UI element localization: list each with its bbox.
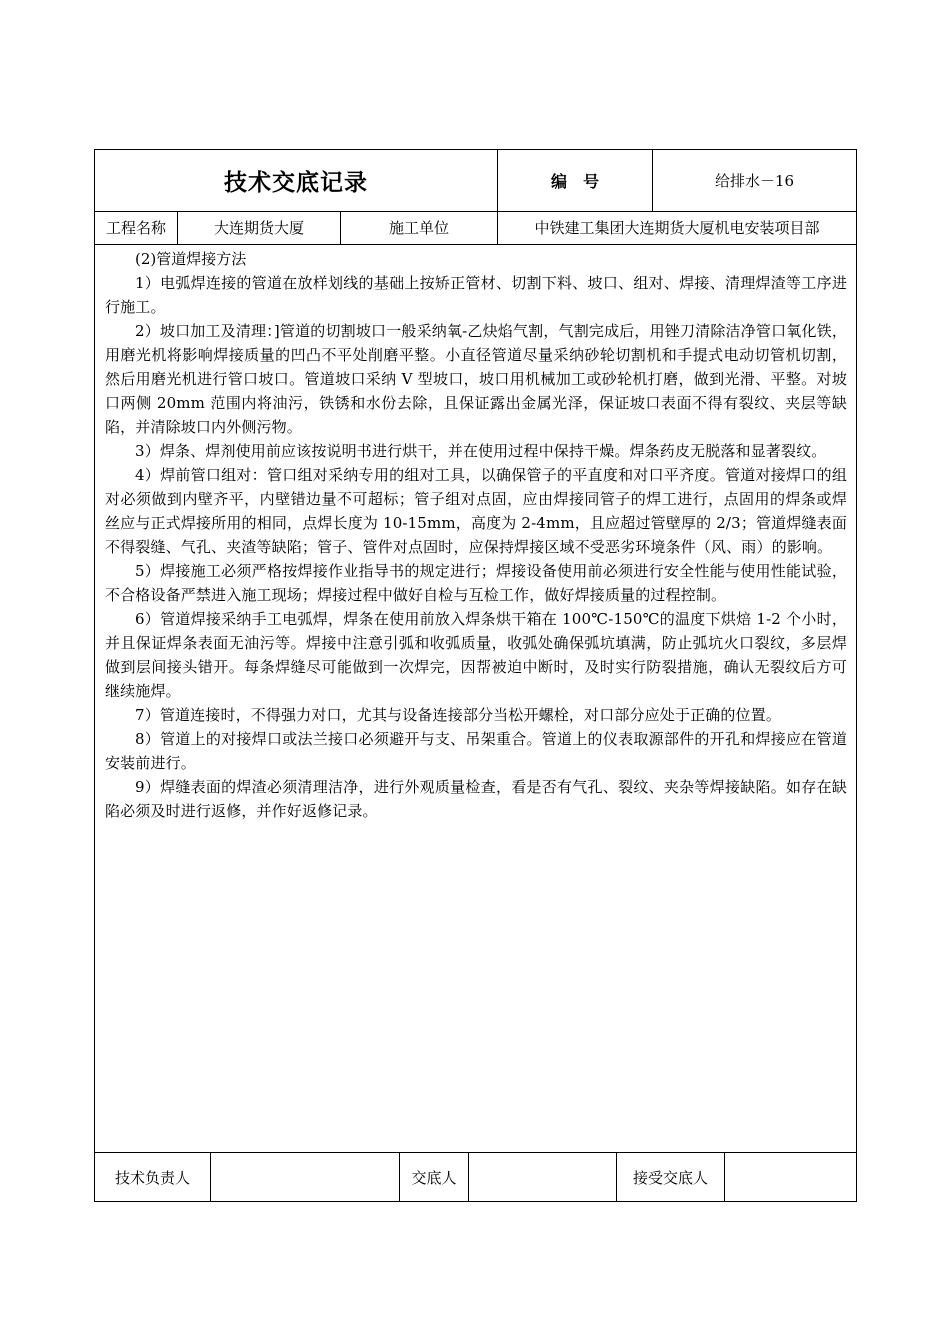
paragraph-9: 9）焊缝表面的焊渣必须清理洁净，进行外观质量检查，看是否有气孔、裂纹、夹杂等焊接缺陷。如存在缺陷必须及时进行返修，并作好返修记录。 xyxy=(105,778,847,820)
construction-unit-value: 中铁建工集团大连期货大厦机电安装项目部 xyxy=(497,211,856,244)
code-value: 给排水－16 xyxy=(652,150,856,211)
paragraph-1: 1）电弧焊连接的管道在放样划线的基础上按矫正管材、切割下料、坡口、组对、焊接、清理焊渣等工序进行施工。 xyxy=(105,274,847,316)
paragraph-3: 3）焊条、焊剂使用前应该按说明书进行烘干，并在使用过程中保持干燥。焊条药皮无脱落和显著裂纹。 xyxy=(135,442,827,460)
presenter-signature[interactable] xyxy=(468,1153,616,1201)
paragraph-7: 7）管道连接时，不得强力对口，尤其与设备连接部分当松开螺栓，对口部分应处于正确的位置。 xyxy=(135,706,781,724)
record-form xyxy=(94,149,857,1202)
receiver-signature[interactable] xyxy=(724,1153,856,1201)
paragraph-8: 8）管道上的对接焊口或法兰接口必须避开与支、吊架重合。管道上的仪表取源部件的开孔和焊接应在管道安装前进行。 xyxy=(105,730,847,772)
signature-row xyxy=(95,1152,856,1201)
section-heading: (2)管道焊接方法 xyxy=(135,250,247,268)
tech-lead-signature[interactable] xyxy=(210,1153,399,1201)
presenter-label: 交底人 xyxy=(399,1153,468,1201)
disclosure-content xyxy=(95,245,856,1152)
header-row xyxy=(95,150,856,212)
paragraph-5: 5）焊接施工必须严格按焊接作业指导书的规定进行；焊接设备使用前必须进行安全性能与使用性能试验，不合格设备严禁进入施工现场；焊接过程中做好自检与互检工作，做好焊接质量的过程控制。 xyxy=(105,562,847,604)
receiver-label: 接受交底人 xyxy=(616,1153,724,1201)
project-name-label: 工程名称 xyxy=(105,219,166,237)
project-name-value: 大连期货大厦 xyxy=(177,211,340,244)
form-title: 技术交底记录 xyxy=(224,170,368,196)
project-info-row xyxy=(95,211,856,245)
paragraph-2: 2）坡口加工及清理：]管道的切割坡口一般采纳氧-乙炔焰气割，气割完成后，用锉刀清除洁净管口氧化铁，用磨光机将影响焊接质量的凹凸不平处削磨平整。小直径管道尽量采纳砂轮切割机和手提式电动切管机切割，然后用磨光机进行管口坡口。管道坡口采纳 V 型坡口，坡口用机械加工或砂轮机打磨，做到光滑、平整。对坡口两侧 20mm 范围内将油污，铁锈和水份去除，且保证露出金属光泽，保证坡口表面不得有裂纹、夹层等缺陷，并清除坡口内外侧污物。 xyxy=(105,322,847,436)
construction-unit-label: 施工单位 xyxy=(340,211,497,244)
paragraph-6: 6）管道焊接采纳手工电弧焊，焊条在使用前放入焊条烘干箱在 100℃-150℃的温度下烘焙 1-2 个小时，并且保证焊条表面无油污等。焊接中注意引弧和收弧质量，收弧处确保弧坑填满，防止弧坑火口裂纹，多层焊做到层间接头错开。每条焊缝尽可能做到一次焊完，因帮被迫中断时，及时实行防裂措施，确认无裂纹后方可继续施焊。 xyxy=(105,610,847,700)
paragraph-4: 4）焊前管口组对：管口组对采纳专用的组对工具，以确保管子的平直度和对口平齐度。管道对接焊口的组对必须做到内壁齐平，内壁错边量不可超标；管子组对点固，应由焊接同管子的焊工进行，点固用的焊条或焊丝应与正式焊接所用的相同，点焊长度为 10-15mm，高度为 2-4mm，且应超过管壁厚的 2/3；管道焊缝表面不得裂缝、气孔、夹渣等缺陷；管子、管件对点固时，应保持焊接区域不受恶劣环境条件（风、雨）的影响。 xyxy=(105,466,847,556)
code-label: 编 号 xyxy=(497,150,652,211)
tech-lead-label: 技术负责人 xyxy=(114,1168,190,1187)
